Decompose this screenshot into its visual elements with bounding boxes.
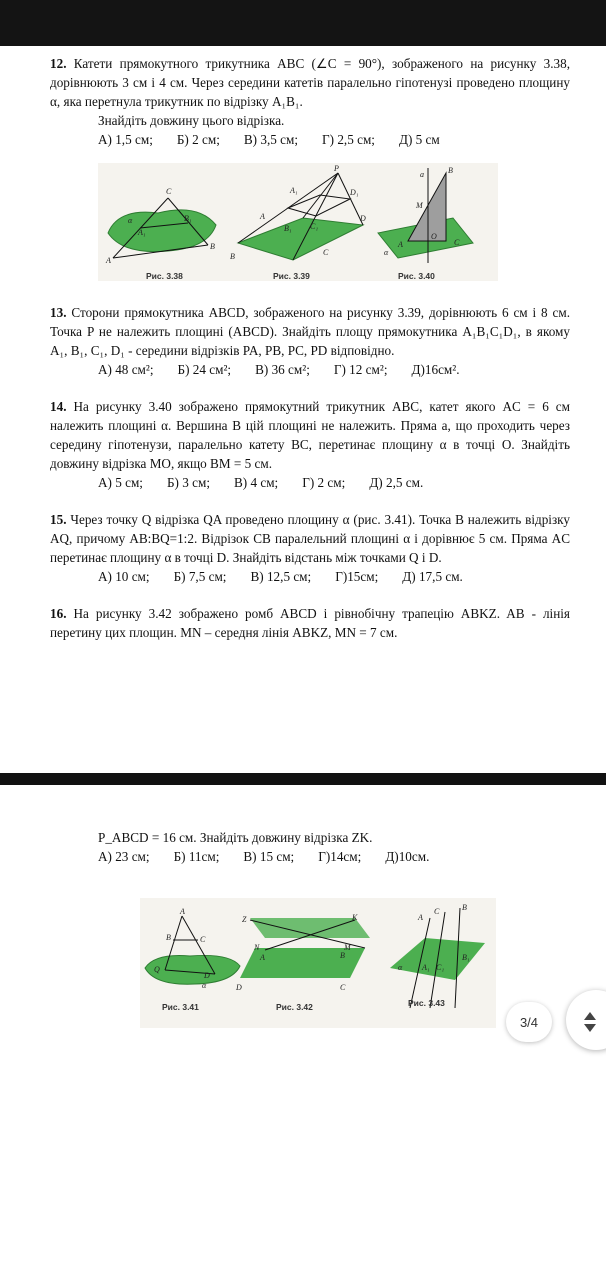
- label-alpha: α: [128, 216, 133, 225]
- label-B1: B₁: [462, 953, 470, 962]
- label-B1: B₁: [284, 224, 292, 233]
- answer-option: Д) 2,5 см.: [369, 475, 424, 490]
- label-a: a: [420, 170, 424, 179]
- answer-option: Б) 11см;: [173, 849, 220, 864]
- label-alpha: α: [202, 981, 207, 990]
- answer-option: А) 10 см;: [98, 569, 150, 584]
- task-text: Катети прямокутного трикутника ABC (∠C = 90°), зображеного на рисунку 3.38, дорівнюють 3 см і 4 см. Через середини катетів паралельно гіпотенузі проведено площину α, яка перетнула трикутник по відрізку A₁B₁.: [50, 56, 570, 109]
- task-number: 15.: [50, 512, 67, 527]
- caption-3-43: Рис. 3.43: [408, 998, 445, 1008]
- chevron-up-down-icon: [566, 990, 606, 1050]
- answer-option: В) 36 см²;: [255, 362, 310, 377]
- answer-option: В) 3,5 см;: [243, 132, 299, 147]
- label-C1: C₁: [310, 222, 319, 231]
- page-indicator: 3/4: [506, 1002, 552, 1042]
- label-D: D: [204, 971, 210, 980]
- task-12-question: Знайдіть довжину цього відрізка.: [98, 113, 285, 128]
- answer-option: Г)15см;: [335, 569, 379, 584]
- label-O: O: [431, 232, 437, 241]
- answer-option: Д) 17,5 см.: [402, 569, 463, 584]
- task-14-answers: [98, 473, 570, 492]
- caption-3-38: Рис. 3.38: [146, 271, 183, 281]
- answer-option: Г)14см;: [318, 849, 362, 864]
- page-upper: [50, 54, 570, 642]
- label-B: B: [166, 933, 171, 942]
- label-C: C: [323, 248, 329, 257]
- label-C: C: [166, 187, 172, 196]
- task-number: 13.: [50, 305, 67, 320]
- top-status-bar: [0, 0, 606, 46]
- task-16-continuation: P_ABCD = 16 см. Знайдіть довжину відрізка ZK.: [98, 830, 373, 845]
- answer-option: А) 48 см²;: [98, 362, 154, 377]
- label-alpha: α: [398, 963, 403, 972]
- task-text: Через точку Q відрізка QA проведено площину α (рис. 3.41). Точка B належить відрізку AQ, причому AB:BQ=1:2. Відрізок CB паралельний площині α і дорівнює 5 см. Пряма AC перетинає площину α в точці D. Знайдіть відстань між точками Q і D.: [50, 512, 570, 565]
- label-B: B: [230, 252, 235, 261]
- task-text: На рисунку 3.40 зображено прямокутний трикутник ABC, катет якого AC = 6 см належить площині α. Вершина B цій площині не належить. Пряма a, що проходить через середину гіпотенузи, паралельно катету BC, перетинає площину α в точці O. Знайдіть довжину відрізка MO, якщо BM = 5 см.: [50, 399, 570, 471]
- caption-3-40: Рис. 3.40: [398, 271, 435, 281]
- answer-option: А) 5 см;: [98, 475, 143, 490]
- answer-option: Д)10см.: [385, 849, 430, 864]
- label-B1: B₁: [184, 214, 192, 223]
- task-text: Сторони прямокутника ABCD, зображеного на рисунку 3.39, дорівнюють 6 см і 8 см. Точка P не належить площині (ABCD). Знайдіть площу прямокутника A₁B₁C₁D₁, в якому A₁, B₁, C₁, D₁ - середини відрізків PA, PB, PC, PD відповідно.: [50, 305, 571, 358]
- answer-option: Д)16см².: [411, 362, 460, 377]
- label-C: C: [434, 907, 440, 916]
- label-B: B: [210, 242, 215, 251]
- answer-option: Д) 5 см: [398, 132, 440, 147]
- label-A: A: [106, 256, 111, 265]
- label-C: C: [454, 238, 460, 247]
- task-text: На рисунку 3.42 зображено ромб ABCD і рівнобічну трапецію ABKZ. AB - лінія перетину цих площин. MN – середня лінія ABKZ, MN = 7 см.: [50, 606, 570, 640]
- caption-3-42: Рис. 3.42: [276, 1002, 313, 1012]
- page-separator: [0, 773, 606, 785]
- label-alpha: α: [384, 248, 389, 257]
- task-16-answers: [98, 847, 570, 866]
- task-14: [50, 397, 570, 473]
- task-12-answers: [98, 130, 570, 149]
- label-A: A: [260, 212, 265, 221]
- task-15: [50, 510, 570, 567]
- label-N: N: [254, 943, 260, 952]
- answer-option: В) 12,5 см;: [250, 569, 312, 584]
- answer-option: Б) 3 см;: [166, 475, 210, 490]
- scroll-handle[interactable]: [566, 990, 606, 1050]
- label-K: K: [352, 913, 358, 922]
- label-A: A: [418, 913, 423, 922]
- label-D1: D₁: [350, 188, 359, 197]
- answer-option: Б) 7,5 см;: [173, 569, 227, 584]
- label-A: A: [398, 240, 403, 249]
- label-B: B: [448, 166, 453, 175]
- task-13: [50, 303, 570, 360]
- label-C: C: [340, 983, 346, 992]
- label-Q: Q: [154, 965, 160, 974]
- task-15-answers: [98, 567, 570, 586]
- figures-3-38-to-3-40: [98, 163, 498, 281]
- label-D: D: [236, 983, 242, 992]
- figures-3-41-to-3-43: [140, 898, 496, 1028]
- task-number: 14.: [50, 399, 67, 414]
- task-12: [50, 54, 570, 111]
- answer-option: Г) 12 см²;: [333, 362, 388, 377]
- label-C: C: [200, 935, 206, 944]
- label-C1: C₁: [436, 963, 445, 972]
- answer-option: В) 4 см;: [233, 475, 279, 490]
- label-D: D: [360, 214, 366, 223]
- label-M: M: [344, 943, 351, 952]
- label-B: B: [340, 951, 345, 960]
- task-16: [50, 604, 570, 642]
- caption-3-39: Рис. 3.39: [273, 271, 310, 281]
- label-A1: A₁: [138, 228, 146, 237]
- page-lower: [50, 828, 570, 866]
- label-A: A: [180, 907, 185, 916]
- task-number: 16.: [50, 606, 67, 621]
- caption-3-41: Рис. 3.41: [162, 1002, 199, 1012]
- label-A: A: [260, 953, 265, 962]
- label-A1: A₁: [290, 186, 298, 195]
- task-13-answers: [98, 360, 570, 379]
- label-B: B: [462, 903, 467, 912]
- answer-option: Г) 2 см;: [302, 475, 346, 490]
- label-Z: Z: [242, 915, 247, 924]
- answer-option: Б) 24 см²;: [177, 362, 232, 377]
- label-A1: A₁: [422, 963, 430, 972]
- answer-option: А) 1,5 см;: [98, 132, 153, 147]
- answer-option: Г) 2,5 см;: [322, 132, 375, 147]
- label-M: M: [416, 201, 423, 210]
- label-P: P: [334, 164, 339, 173]
- answer-option: В) 15 см;: [243, 849, 295, 864]
- task-number: 12.: [50, 56, 67, 71]
- figures-svg: [98, 163, 498, 281]
- answer-option: Б) 2 см;: [176, 132, 220, 147]
- answer-option: А) 23 см;: [98, 849, 150, 864]
